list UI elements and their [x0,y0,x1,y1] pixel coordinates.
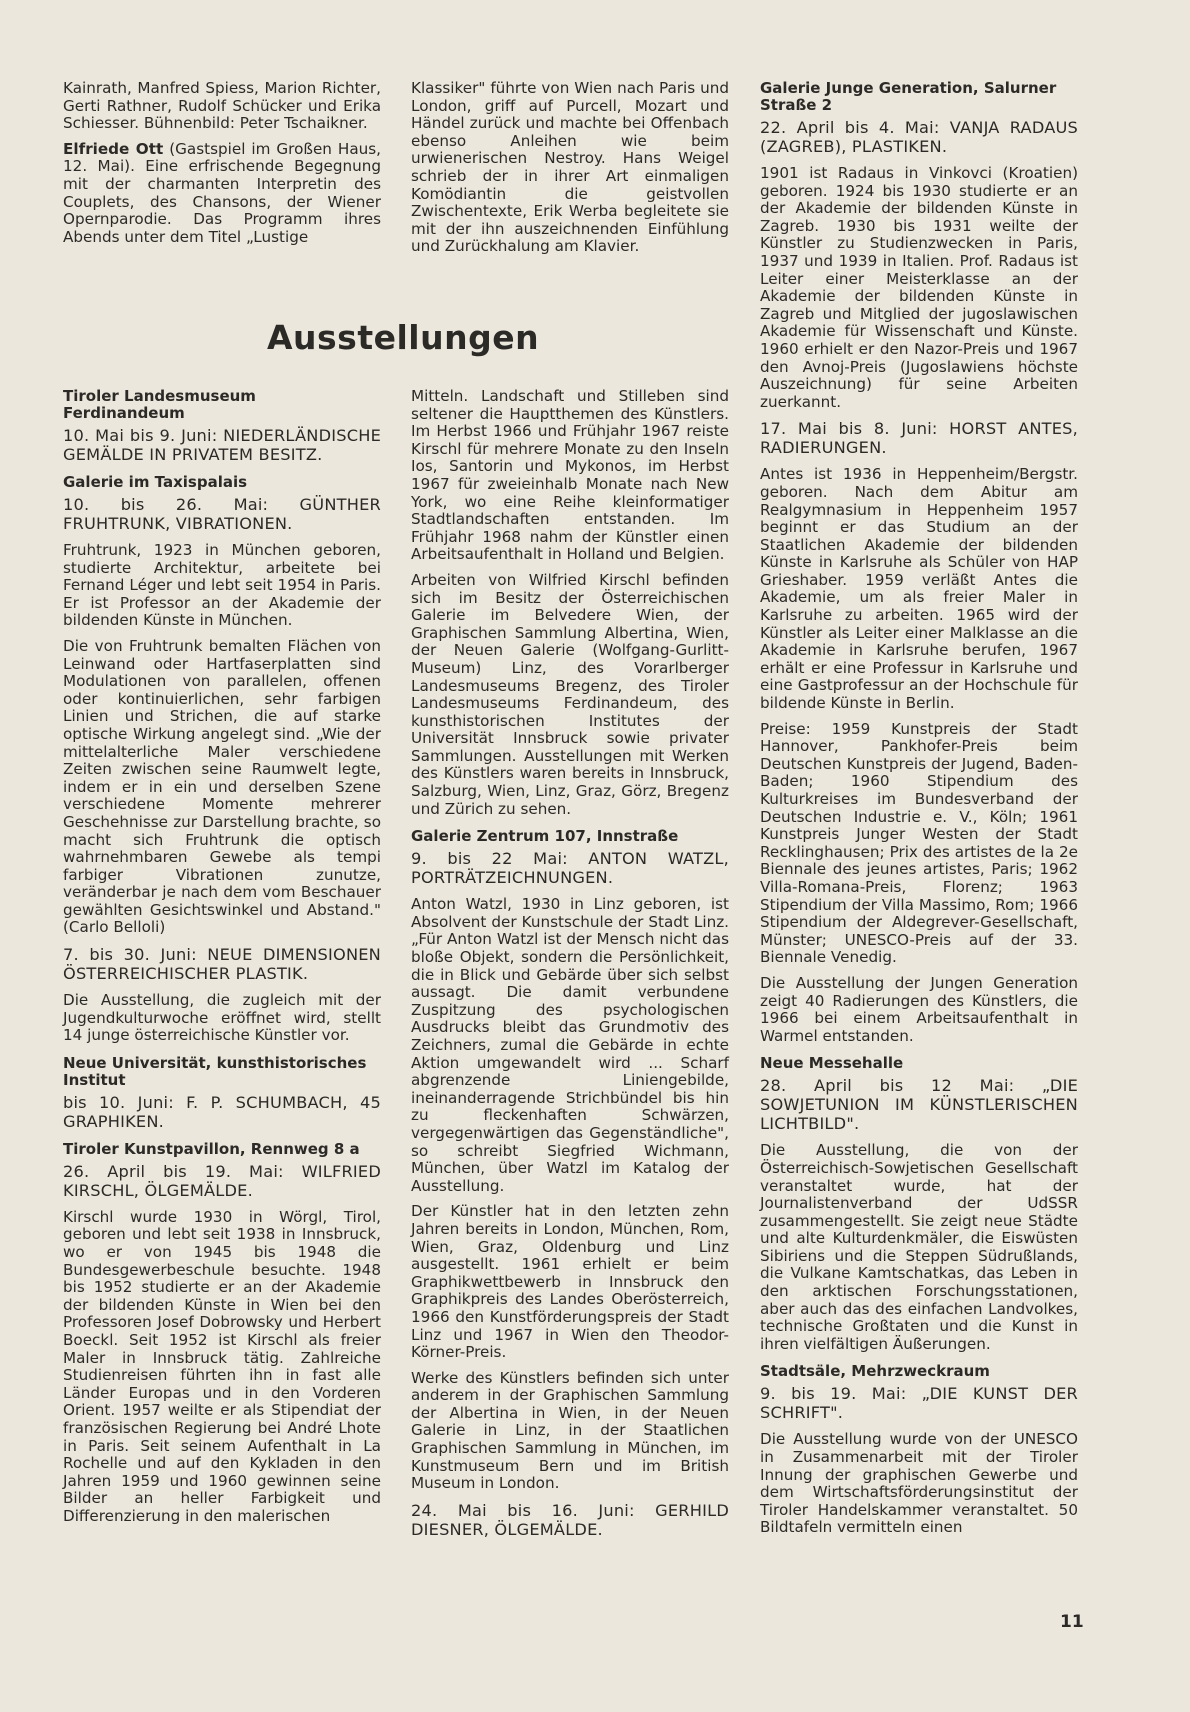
venue-galerie-zentrum: Galerie Zentrum 107, Innstraße [411,827,679,846]
venue-ferdinandeum: Tiroler Landesmuseum Ferdinandeum [63,387,256,422]
venue-taxispalais: Galerie im Taxispalais [63,473,248,491]
sowjetunion-text: Die Ausstellung, die von der Österreichisch-Sowjetischen Gesellschaft veranstaltet wurde, hat der Journalistenverband der UdSSR zusammengestellt. Sie zeigt neue Städte und alte Kulturdenkmäler, die Eiswüsten Sibiriens und die Steppen Südrußlands, die Vulkane Kamtschatkas, das Leben in den arktischen Forschungsstationen, aber auch das des einfachen Landvolkes, technische Großtaten und die Kunst in ihren vielfältigen Äußerungen. [760,1141,1078,1353]
page-number: 11 [1060,1612,1084,1632]
watzl-exhibitions: Der Künstler hat in den letzten zehn Jahren bereits in London, München, Rom, Wien, Graz, Oldenburg und Linz ausgestellt. 1961 erhielt er beim Graphikwettbewerb in Innsbruck den Graphikpreis des Landes Oberösterreich, 1966 den Kunstförderungspreis der Stadt Linz und 1967 in Wien den Theodor-Körner-Preis. [411,1202,729,1362]
exhibition-kirschl: 26. April bis 19. Mai: WILFRIED KIRSCHL, ÖLGEMÄLDE. [63,1161,381,1200]
exhibition-antes: 17. Mai bis 8. Juni: HORST ANTES, RADIERUNGEN. [760,419,1078,458]
column-1 [63,388,381,1534]
kirschl-collections: Arbeiten von Wilfried Kirschl befinden sich im Besitz der Österreichischen Galerie im Belvedere Wien, der Graphischen Sammlung Albertina, Wien, der Neuen Galerie (Wolfgang-Gurlitt-Museum) Linz, des Vorarlberger Landesmuseums Bregenz, des Tiroler Landesmuseums Ferdinandeum, des kunsthistorischen Institutes der Universität Innsbruck sowie privater Sammlungen. Ausstellungen mit Werken des Künstlers waren bereits in Innsbruck, Salzburg, Wien, Linz, Graz, Görz, Bregenz und Zürich zu sehen. [411,570,729,818]
antes-prizes: Preise: 1959 Kunstpreis der Stadt Hannover, Pankhofer-Preis beim Deutschen Kunstpreis der Jugend, Baden-Baden; 1960 Stipendium des Kulturkreises im Bundesverband der Deutschen Industrie e. V., Köln; 1961 Kunstpreis Junger Westen der Stadt Recklinghausen; Prix des artistes de la 2e Biennale des jeunes artistes, Paris; 1962 Villa-Romana-Preis, Florenz; 1963 Stipendium der Villa Massimo, Rom; 1966 Stipendium der Aldegrever-Gesellschaft, Münster; UNESCO-Preis auf der 33. Biennale Venedig. [760,719,1078,967]
fruhtrunk-bio: Fruhtrunk, 1923 in München geboren, studierte Architektur, arbeitete bei Fernand Léger und lebt seit 1954 in Paris. Er ist Professor an der Akademie der bildenden Künste in München. [63,541,381,630]
column-2-top [411,80,729,264]
exhibition-watzl: 9. bis 22 Mai: ANTON WATZL, PORTRÄTZEICHNUNGEN. [411,849,729,888]
exhibition-radaus: 22. April bis 4. Mai: VANJA RADAUS (ZAGREB), PLASTIKEN. [760,118,1078,156]
exhibition-sowjetunion: 28. April bis 12 Mai: „DIE SOWJETUNION IM KÜNSTLERISCHEN LICHTBILD". [760,1076,1078,1134]
ott-text: (Gastspiel im Großen Haus, 12. Mai). Eine erfrischende Begegnung mit der charmanten Interpretin des Couplets, des Chansons, der Wiener Opernparodie. Das Programm ihres Abends unter dem Titel „Lustige [63,139,381,246]
klassiker-paragraph: Klassiker" führte von Wien nach Paris und London, griff auf Purcell, Mozart und Händel zurück und machte bei Offenbach ebenso Anleihen wie beim urwienerischen Nestroy. Hans Weigel schrieb der in ihrer Art einmaligen Komödiantin die geistvollen Zwischentexte, Erik Werba begleitete sie mit der ihn auszeichnenden Einfühlung und Zurückhalung am Klavier. [411,79,729,256]
venue-junge-generation: Galerie Junge Generation, Salurner Straße 2 [760,79,1057,114]
exhibition-neue-dimensionen: 7. bis 30. Juni: NEUE DIMENSIONEN ÖSTERREICHISCHER PLASTIK. [63,945,381,984]
venue-neue-messehalle: Neue Messehalle [760,1054,904,1073]
column-1-top [63,80,381,254]
ott-name: Elfriede Ott [63,139,164,158]
fruhtrunk-description: Die von Fruhtrunk bemalten Flächen von Leinwand oder Hartfaserplatten sind Modulationen von parallelen, offenen oder kontinuierlichen, sehr farbigen Linien und Strichen, die auf starke optische Wirkung angelegt sind. „Wie der mittelalterliche Maler verschiedene Zeiten zwischen seine Raumwelt legte, indem er in ein und derselben Szene verschiedene Momente mehrerer Geschehnisse zur Darstellung brachte, so macht sich Fruhtrunk die optisch wahrnehmbaren Gewebe als tempi farbiger Vibrationen zunutze, veränderbar je nach dem vom Beschauer gewählten Gesichtswinkel und Abstand." (Carlo Belloli) [63,636,381,937]
kunst-der-schrift-text: Die Ausstellung wurde von der UNESCO in Zusammenarbeit mit der Tiroler Innung der graphischen Gewerbe und dem Wirtschaftsförderungsinstitut der Tiroler Handelskammer veranstaltet. 50 Bildtafeln vermitteln einen [760,1430,1078,1537]
venue-stadtsaele: Stadtsäle, Mehrzweckraum [760,1362,990,1381]
kirschl-continued: Mitteln. Landschaft und Stilleben sind seltener die Hauptthemen des Künstlers. Im Herbst 1966 und Frühjahr 1967 reiste Kirschl für mehrere Monate zu den Inseln Ios, Santorin und Mykonos, im Herbst 1967 für zweieinhalb Monate nach New York, wo eine Reihe kleinformatiger Stadtlandschaften entstanden. Im Frühjahr 1968 nahm der Künstler einen Arbeitsaufenthalt in Holland und Belgien. [411,387,729,564]
venue-neue-universitaet: Neue Universität, kunsthistorisches Institut [63,1053,367,1089]
column-2 [411,388,729,1548]
antes-exhibition-text: Die Ausstellung der Jungen Generation zeigt 40 Radierungen des Künstlers, die 1966 bei einem Arbeitsaufenthalt in Warmel entstanden. [760,973,1078,1045]
exhibition-schumbach: bis 10. Juni: F. P. SCHUMBACH, 45 GRAPHIKEN. [63,1092,381,1131]
kirschl-bio: Kirschl wurde 1930 in Wörgl, Tirol, geboren und lebt seit 1938 in Innsbruck, wo er von 1945 bis 1948 die Bundesgewerbeschule besuchte. 1948 bis 1952 studierte er an der Akademie der bildenden Künste in Wien bei den Professoren Josef Dobrowsky und Herbert Boeckl. Seit 1952 ist Kirschl als freier Maler in Innsbruck tätig. Zahlreiche Studienreisen führten ihn in fast alle Länder Europas und in den Vorderen Orient. 1957 weilte er als Stipendiat der französischen Regierung bei André Lhote in Paris. Seit seinem Aufenthalt in La Rochelle und auf den Kykladen in den Jahren 1959 und 1960 gewinnen seine Bilder an heller Farbigkeit und Differenzierung in den malerischen [63,1207,381,1525]
watzl-bio: Anton Watzl, 1930 in Linz geboren, ist Absolvent der Kunstschule der Stadt Linz. „Für Anton Watzl ist der Mensch nicht das bloße Objekt, sondern die Persönlichkeit, die in Blick und Gebärde über sich selbst aussagt. Die damit verbundene Zuspitzung des psychologischen Ausdrucks bleibt das Grundmotiv des Zeichners, zumal die Gebärde in echte Aktion umgewandelt wird ... Scharf abgrenzende Liniengebilde, ineinanderragende Strichbündel bis hin zu fleckenhaften Schwärzen, vergegenwärtigen das Gegenständliche", so schreibt Siegfried Wichmann, München, über Watzl im Katalog der Ausstellung. [411,895,729,1195]
exhibition-diesner: 24. Mai bis 16. Juni: GERHILD DIESNER, ÖLGEMÄLDE. [411,1500,729,1539]
section-heading: Ausstellungen [267,318,540,357]
watzl-collections: Werke des Künstlers befinden sich unter anderem in der Graphischen Sammlung der Albertina in Wien, in der Neuen Galerie in Linz, in der Staatlichen Graphischen Sammlung in München, im Kunstmuseum Bern und im British Museum in London. [411,1368,729,1493]
exhibition-kunst-der-schrift: 9. bis 19. Mai: „DIE KUNST DER SCHRIFT". [760,1384,1078,1423]
antes-bio: Antes ist 1936 in Heppenheim/Bergstr. geboren. Nach dem Abitur am Realgymnasium in Heppenheim 1957 beginnt er das Studium an der Staatlichen Akademie der bildenden Künste in Karlsruhe als Schüler von HAP Grieshaber. 1959 verläßt Antes die Akademie, um als freier Maler in Karlsruhe zu arbeiten. 1965 wird der Künstler als Leiter einer Malklasse an die Akademie in Karlsruhe berufen, 1967 erhält er eine Professur in Karlsruhe und eine Gastprofessur an der Hochschule für bildende Künste in Berlin. [760,465,1078,713]
neue-dimensionen-text: Die Ausstellung, die zugleich mit der Jugendkulturwoche eröffnet wird, stellt 14 junge österreichische Künstler vor. [63,991,381,1045]
cast-paragraph: Kainrath, Manfred Spiess, Marion Richter, Gerti Rathner, Rudolf Schücker und Erika Schiesser. Bühnenbild: Peter Tschaikner. [63,79,381,133]
exhibition-fruhtrunk: 10. bis 26. Mai: GÜNTHER FRUHTRUNK, VIBRATIONEN. [63,495,381,533]
venue-kunstpavillon: Tiroler Kunstpavillon, Rennweg 8 a [63,1139,360,1158]
column-3 [760,80,1078,1545]
radaus-bio: 1901 ist Radaus in Vinkovci (Kroatien) geboren. 1924 bis 1930 studierte er an der Akademie der bildenden Künste in Zagreb. 1930 bis 1931 weilte der Künstler zu Studienzwecken in Paris, 1937 und 1939 in Italien. Prof. Radaus ist Leiter einer Meisterklasse an der Akademie der bildenden Künste in Zagreb und Mitglied der jugoslawischen Akademie für Wissenschaft und Künste. 1960 erhielt er den Nazor-Preis und 1967 den Avnoj-Preis (Jugoslawiens höchste Auszeichnung) für seine Arbeiten zuerkannt. [760,164,1078,411]
exhibition-niederlaendische: 10. Mai bis 9. Juni: NIEDERLÄNDISCHE GEMÄLDE IN PRIVATEM BESITZ. [63,426,381,464]
ott-paragraph [63,141,381,247]
